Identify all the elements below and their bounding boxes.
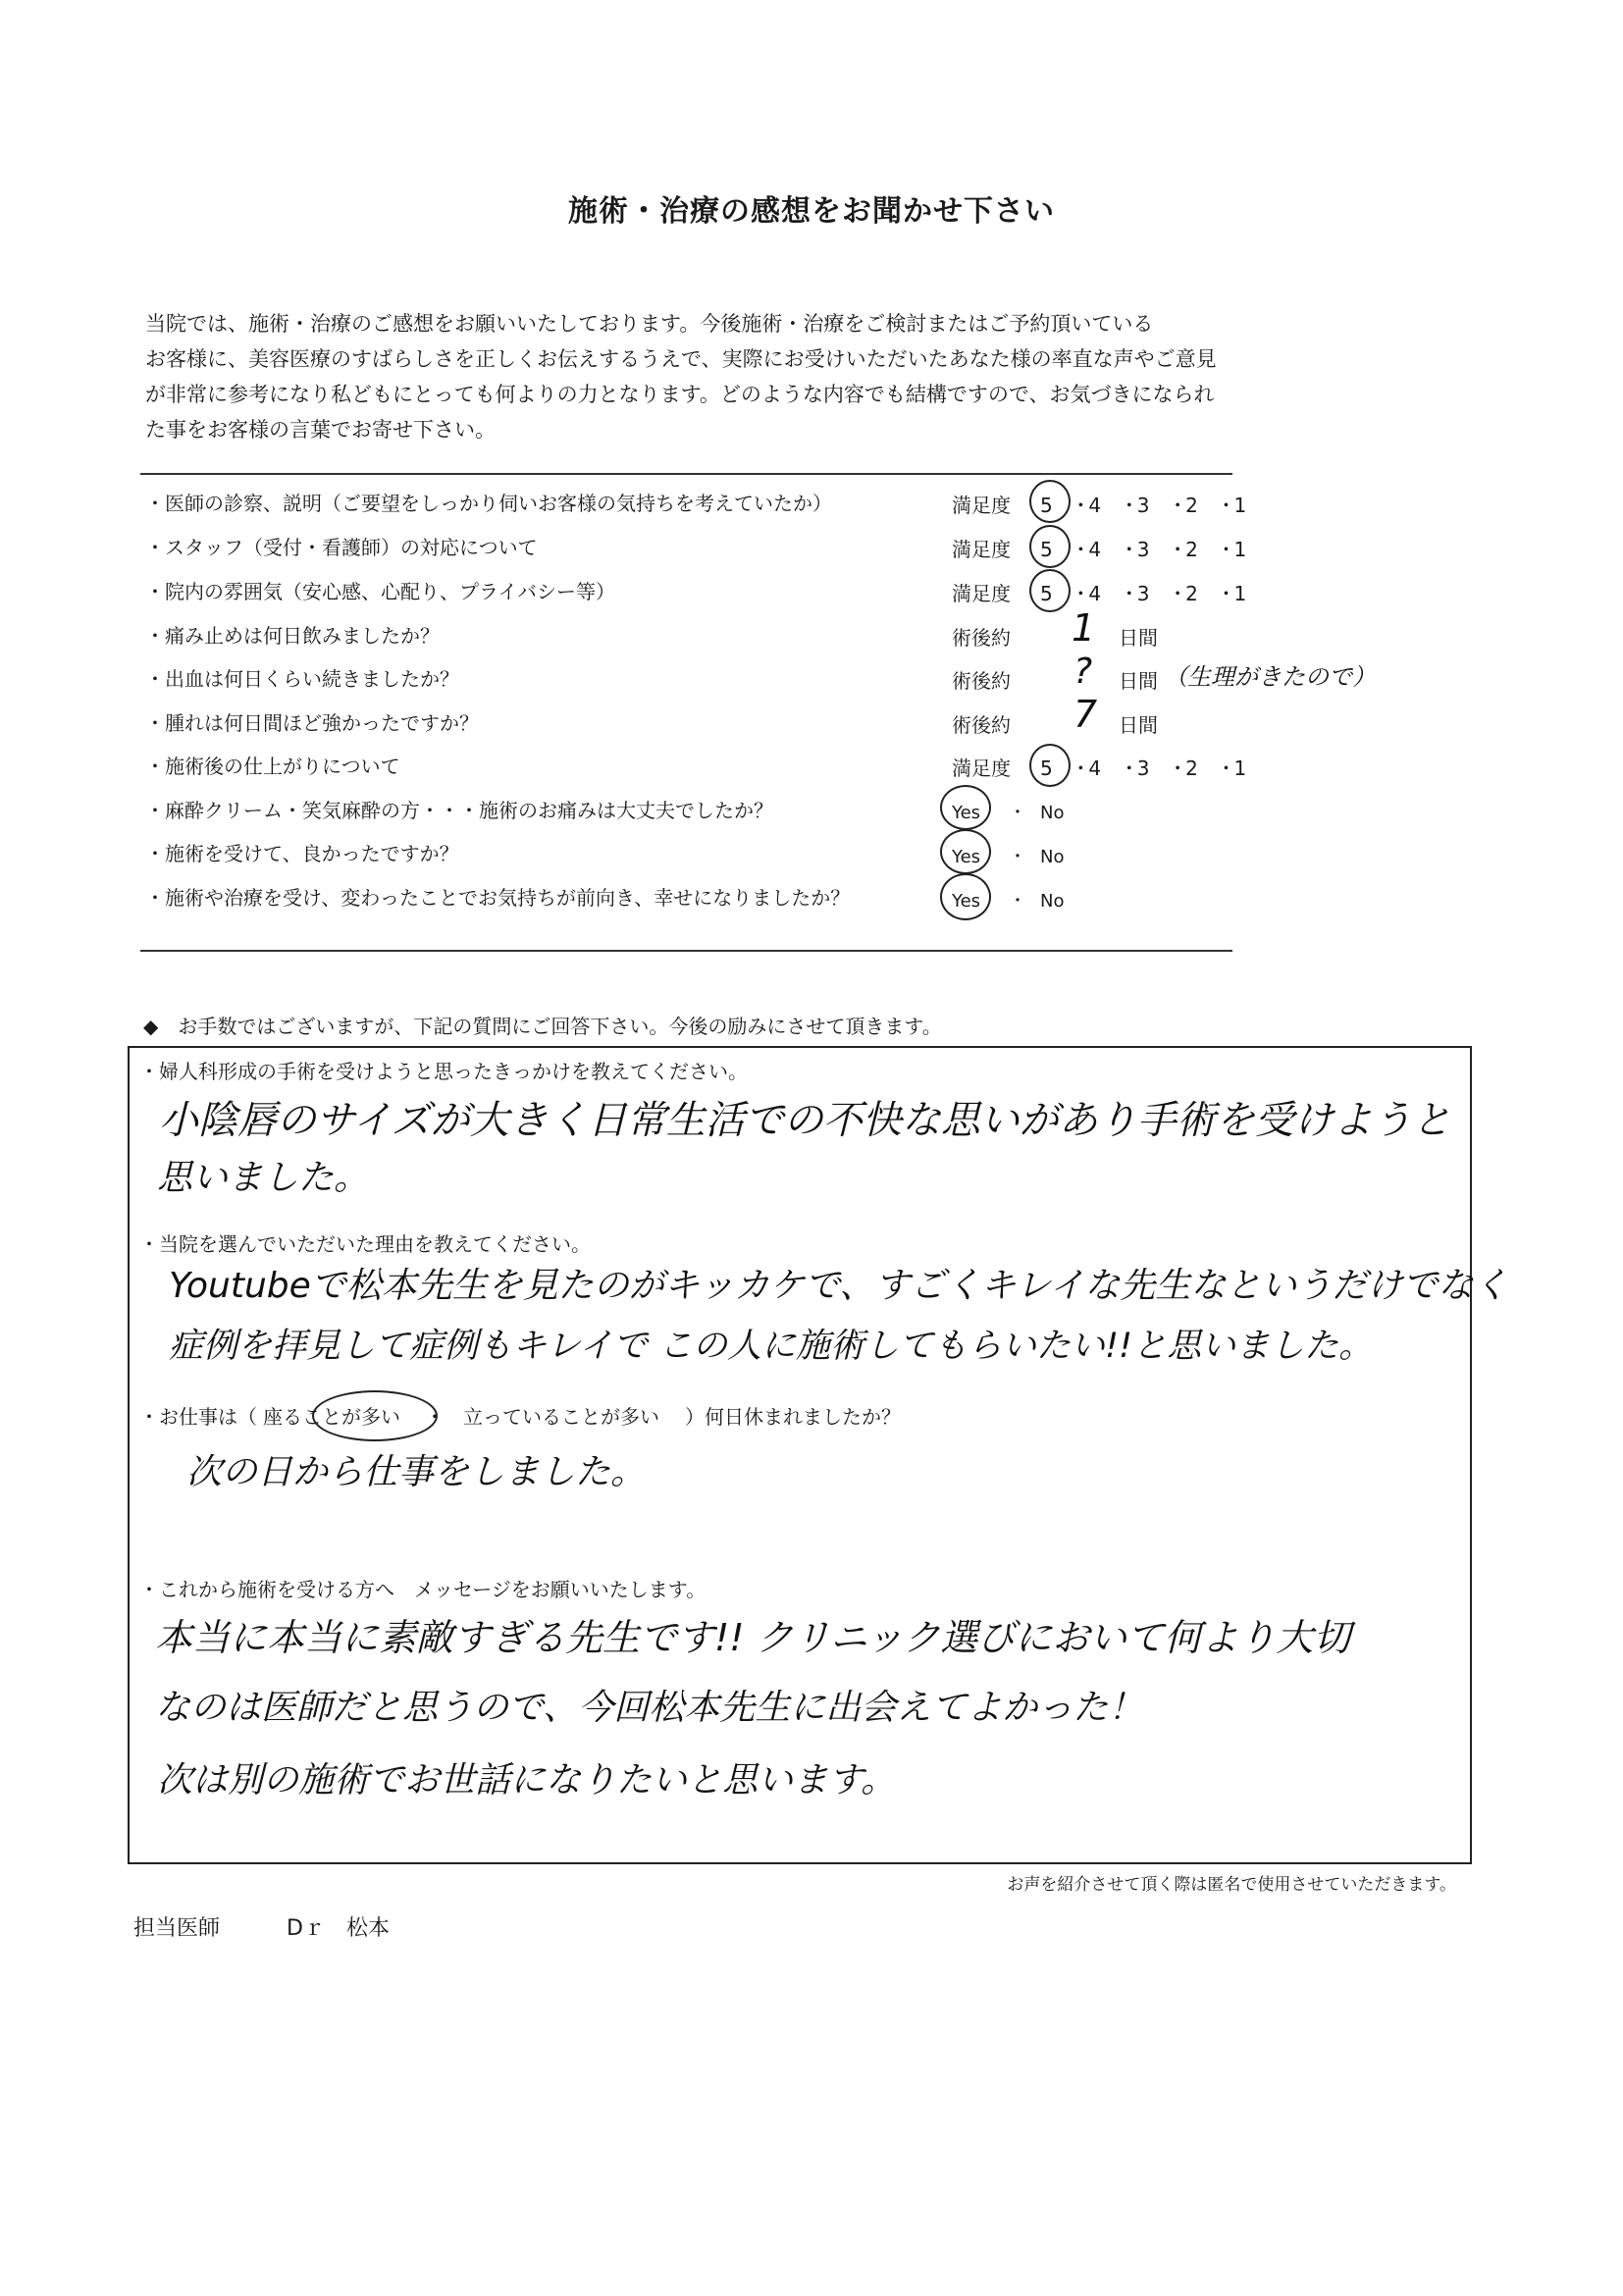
handwritten-answer-line: 次は別の施術でお世話になりたいと思います。: [157, 1760, 897, 1800]
question-was-it-good: ・施術を受けて、良かったですか？: [145, 842, 459, 865]
handwritten-answer-line: 次の日から仕事をしました。: [186, 1452, 647, 1492]
scale-option-3[interactable]: 3: [1136, 538, 1151, 561]
handwritten-answer: 7: [1073, 693, 1098, 736]
handwritten-answer-line: 本当に本当に素敵すぎる先生です!! クリニック選びにおいて何より大切: [155, 1616, 1351, 1659]
scale-option-5[interactable]: 5: [1040, 582, 1054, 605]
selected-circle-mark: [1029, 480, 1071, 523]
days-unit: 日間: [1119, 626, 1158, 650]
option-mostly-standing[interactable]: 立っていることが多い: [463, 1405, 659, 1429]
scale-option-3[interactable]: 3: [1136, 582, 1151, 605]
scale-option-4[interactable]: 4: [1088, 757, 1103, 780]
scale-option-1[interactable]: 1: [1233, 582, 1248, 605]
question-message-to-others: ・これから施術を受ける方へ メッセージをお願いいたします。: [139, 1578, 707, 1601]
satisfaction-label: 満足度: [952, 494, 1011, 517]
no-option[interactable]: No: [1040, 891, 1065, 912]
scale-option-3[interactable]: 3: [1136, 494, 1151, 517]
question-bleeding-days: ・出血は何日くらい続きましたか？: [145, 667, 459, 691]
days-unit: 日間: [1119, 669, 1158, 693]
satisfaction-scale: 5 ・4 ・3 ・2 ・1: [1040, 753, 1257, 781]
doctor-label: 担当医師: [133, 1916, 221, 1941]
section-heading: ◆ お手数ではございますが、下記の質問にご回答下さい。今後の励みにさせて頂きます。: [143, 1015, 942, 1038]
selected-circle-mark: [312, 1390, 438, 1441]
days-unit: 日間: [1119, 713, 1158, 737]
divider-bottom: [140, 950, 1232, 952]
divider-top: [140, 473, 1232, 475]
yes-option[interactable]: Yes: [952, 847, 981, 867]
satisfaction-scale: 5 ・4 ・3 ・2 ・1: [1040, 490, 1257, 518]
scale-option-2[interactable]: 2: [1185, 757, 1199, 780]
handwritten-answer-line: なのは医師だと思うので、今回松本先生に出会えてよかった！: [155, 1688, 1144, 1728]
selected-circle-mark: [940, 785, 991, 830]
handwritten-answer: ?: [1073, 652, 1093, 692]
question-reason-for-surgery: ・婦人科形成の手術を受けようと思ったきっかけを教えてください。: [139, 1060, 748, 1083]
post-op-label: 術後約: [952, 626, 1011, 650]
question-swelling-days: ・腫れは何日間ほど強かったですか？: [145, 711, 479, 735]
handwritten-answer: 1: [1072, 606, 1096, 650]
scale-option-2[interactable]: 2: [1185, 494, 1199, 517]
handwritten-answer-line: 症例を拝見して症例もキレイで この人に施術してもらいたい!!と思いました。: [169, 1327, 1374, 1366]
intro-line: が非常に参考になり私どもにとっても何よりの力となります。どのような内容でも結構ですので、お気づきになられ: [145, 383, 1215, 406]
scale-option-5[interactable]: 5: [1040, 494, 1054, 517]
handwritten-note: （生理がきたので）: [1164, 663, 1376, 691]
question-finish-result: ・施術後の仕上がりについて: [145, 755, 400, 778]
scale-option-2[interactable]: 2: [1185, 538, 1199, 561]
scale-option-3[interactable]: 3: [1136, 757, 1151, 780]
scale-option-5[interactable]: 5: [1040, 757, 1054, 780]
scale-option-4[interactable]: 4: [1088, 538, 1103, 561]
selected-circle-mark: [940, 829, 991, 874]
scale-option-4[interactable]: 4: [1088, 582, 1103, 605]
scale-option-1[interactable]: 1: [1233, 538, 1248, 561]
handwritten-answer-line: 小陰唇のサイズが大きく日常生活での不快な思いがあり手術を受けようと: [159, 1098, 1451, 1143]
question-doctor-consultation: ・医師の診察、説明（ご要望をしっかり伺いお客様の気持ちを考えていたか）: [145, 492, 832, 515]
satisfaction-label: 満足度: [952, 582, 1011, 605]
question-anesthesia-pain: ・麻酔クリーム・笑気麻酔の方・・・施術のお痛みは大丈夫でしたか？: [145, 799, 773, 822]
selected-circle-mark: [940, 873, 991, 920]
yes-option[interactable]: Yes: [952, 891, 981, 912]
question-feelings-positive: ・施術や治療を受け、変わったことでお気持ちが前向き、幸せになりましたか？: [145, 886, 851, 910]
satisfaction-label: 満足度: [952, 538, 1011, 561]
selected-circle-mark: [1029, 569, 1071, 612]
satisfaction-scale: 5 ・4 ・3 ・2 ・1: [1040, 578, 1257, 606]
question-atmosphere: ・院内の雰囲気（安心感、心配り、プライバシー等）: [145, 580, 615, 603]
anonymity-note: お声を紹介させて頂く際は匿名で使用させていただきます。: [1007, 1875, 1456, 1895]
selected-circle-mark: [1029, 744, 1071, 787]
scale-option-2[interactable]: 2: [1185, 582, 1199, 605]
scale-option-1[interactable]: 1: [1233, 494, 1248, 517]
scale-option-1[interactable]: 1: [1233, 757, 1248, 780]
question-work-type: ・お仕事は（ 座ることが多い ・ 立っていることが多い ）何日休まれましたか？: [139, 1401, 901, 1430]
no-option[interactable]: No: [1040, 847, 1065, 867]
question-staff-response: ・スタッフ（受付・看護師）の対応について: [145, 536, 538, 559]
yes-option[interactable]: Yes: [952, 803, 981, 823]
yes-no-choice: Yes ・ No: [952, 891, 1065, 912]
option-mostly-sitting[interactable]: 座ることが多い: [263, 1405, 400, 1429]
intro-line: お客様に、美容医療のすばらしさを正しくお伝えするうえで、実際にお受けいただいたあなた様の率直な声やご意見: [145, 347, 1217, 371]
question-painkiller-days: ・痛み止めは何日飲みましたか？: [145, 624, 440, 648]
question-reason-for-choosing: ・当院を選んでいただいた理由を教えてください。: [139, 1232, 591, 1256]
post-op-label: 術後約: [952, 669, 1011, 693]
handwritten-answer-line: 思いました。: [157, 1158, 370, 1198]
handwritten-answer-line: Youtubeで松本先生を見たのがキッカケで、すごくキレイな先生なというだけでなく: [169, 1266, 1509, 1306]
intro-line: 当院では、施術・治療のご感想をお願いいたしております。今後施術・治療をご検討またはご予約頂いている: [145, 312, 1154, 336]
satisfaction-label: 満足度: [952, 757, 1011, 780]
scale-option-4[interactable]: 4: [1088, 494, 1103, 517]
doctor-name: Dｒ 松本: [287, 1916, 390, 1941]
no-option[interactable]: No: [1040, 803, 1065, 823]
scale-option-5[interactable]: 5: [1040, 538, 1054, 561]
intro-line: た事をお客様の言葉でお寄せ下さい。: [145, 418, 496, 442]
page-title: 施術・治療の感想をお聞かせ下さい: [568, 194, 1055, 229]
yes-no-choice: Yes ・ No: [952, 847, 1065, 867]
satisfaction-scale: 5 ・4 ・3 ・2 ・1: [1040, 534, 1257, 562]
post-op-label: 術後約: [952, 713, 1011, 737]
yes-no-choice: Yes ・ No: [952, 803, 1065, 823]
selected-circle-mark: [1029, 525, 1071, 568]
intro-paragraph: [145, 306, 1234, 447]
